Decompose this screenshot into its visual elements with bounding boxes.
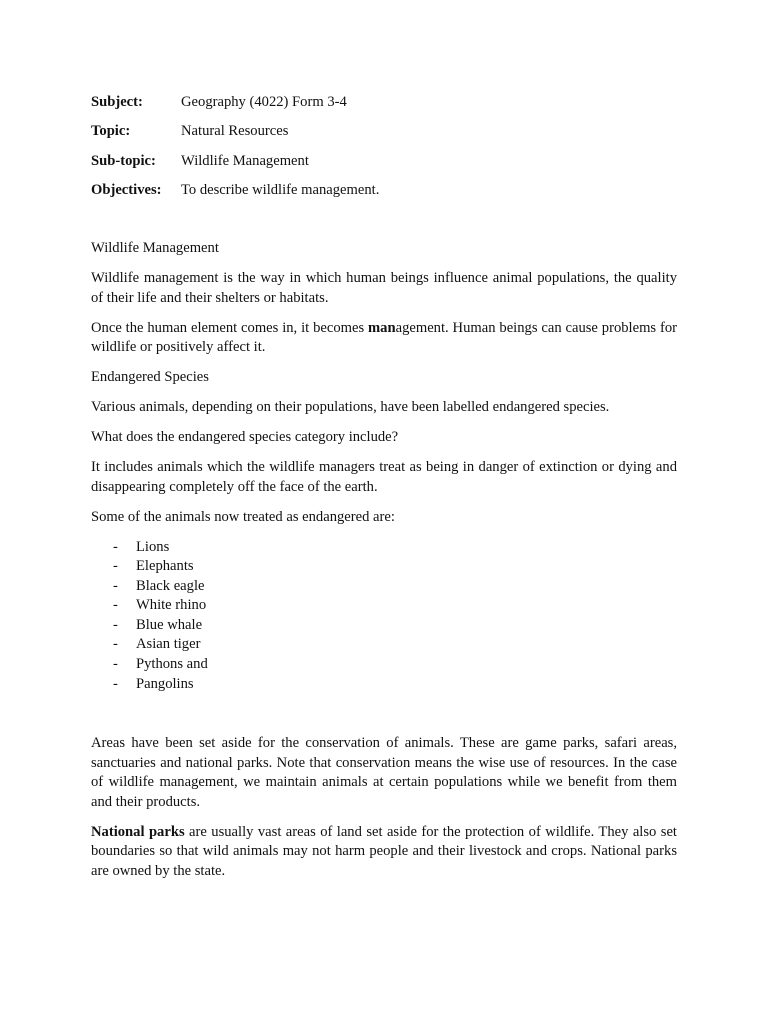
list-bullet: - <box>113 597 118 614</box>
list-item <box>91 655 677 675</box>
question-text: What does the endangered species category include? <box>91 429 399 445</box>
human-element-text-end: agement. Human beings can cause problems for wildlife or positively affect it. <box>91 319 677 355</box>
subject-value: Geography (4022) Form 3-4 <box>181 94 347 110</box>
list-item <box>91 596 677 616</box>
topic-label: Topic: <box>91 123 131 140</box>
national-parks-text: are usually vast areas of land set aside for the protection of wildlife. They also set boundaries so that wild animals may not harm people and their livestock and crops. National parks are owned by the state. <box>91 823 677 879</box>
list-item <box>91 675 677 695</box>
topic-value: Natural Resources <box>181 123 289 140</box>
human-element-text-start: Once the human element comes in, it becomes <box>91 319 369 336</box>
endangered-animals-list <box>91 538 677 695</box>
paragraph-includes: It includes animals which the wildlife managers treat as being in danger of extinction or dying and disappearing completely off the face of the earth. <box>91 459 677 495</box>
list-bullet: - <box>113 558 118 575</box>
document-body <box>91 239 677 892</box>
list-item-label: White rhino <box>136 597 207 614</box>
section-heading-endangered: Endangered Species <box>91 369 209 385</box>
list-item-label: Elephants <box>136 558 194 575</box>
paragraph-conservation-areas: Areas have been set aside for the conservation of animals. These are game parks, safari areas, sanctuaries and national parks. Note that conservation means the wise use of resources. In the case of wildlife management, we maintain animals at certain populations while we benefit from them and their products. <box>91 735 677 810</box>
objectives-row <box>91 179 691 208</box>
list-item-label: Pangolins <box>136 675 194 692</box>
list-item-label: Lions <box>136 538 170 555</box>
lesson-header <box>91 91 691 209</box>
paragraph-human-element <box>91 319 677 358</box>
list-bullet: - <box>113 538 118 555</box>
subtopic-value: Wildlife Management <box>181 152 309 169</box>
list-bullet: - <box>113 616 118 633</box>
paragraph-definition: Wildlife management is the way in which human beings influence animal populations, the quality of their life and their shelters or habitats. <box>91 270 677 306</box>
list-intro: Some of the animals now treated as endangered are: <box>91 508 395 525</box>
list-item <box>91 557 677 577</box>
list-item-label: Blue whale <box>136 616 203 633</box>
objectives-label: Objectives: <box>91 182 162 199</box>
list-item <box>91 538 677 558</box>
list-bullet: - <box>113 577 118 594</box>
list-item-label: Black eagle <box>136 577 205 594</box>
objectives-value: To describe wildlife management. <box>181 182 380 199</box>
list-item <box>91 616 677 636</box>
list-item-label: Asian tiger <box>136 636 201 653</box>
list-item <box>91 577 677 597</box>
list-bullet: - <box>113 656 118 673</box>
list-item <box>91 635 677 655</box>
blank-space <box>91 694 677 734</box>
topic-row <box>91 120 691 149</box>
list-bullet: - <box>113 675 118 692</box>
subtopic-label: Sub-topic: <box>91 152 156 169</box>
list-bullet: - <box>113 636 118 653</box>
paragraph-national-parks <box>91 823 677 882</box>
human-element-bold: man <box>368 319 396 336</box>
subject-row <box>91 91 691 120</box>
list-item-label: Pythons and <box>136 656 208 673</box>
subject-label: Subject: <box>91 94 143 110</box>
subtopic-row <box>91 150 691 179</box>
national-parks-term: National parks <box>91 823 185 840</box>
section-heading-wildlife: Wildlife Management <box>91 240 219 256</box>
paragraph-various: Various animals, depending on their populations, have been labelled endangered species. <box>91 399 610 415</box>
